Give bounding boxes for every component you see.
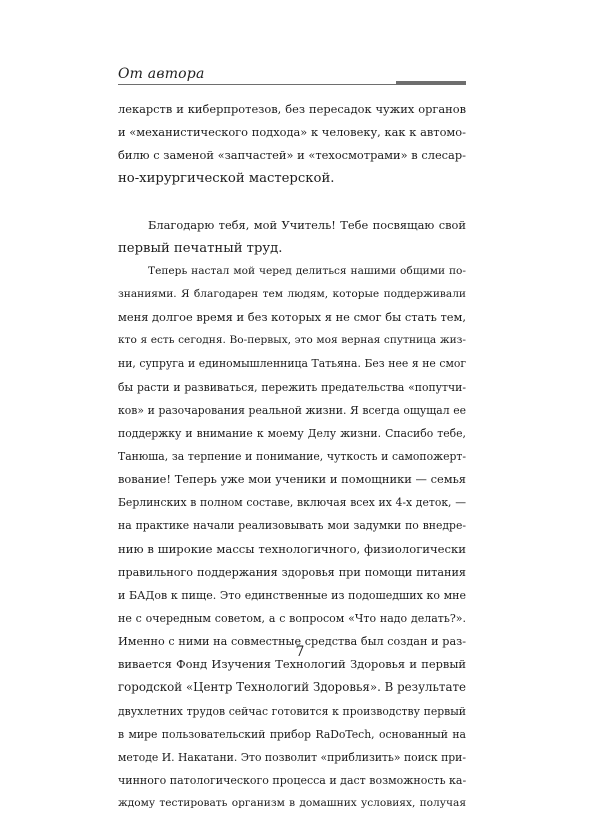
header-accent-bar <box>396 81 466 85</box>
text-line: в мире пользовательский прибор RaDoTech, основанный на <box>118 727 466 741</box>
text-line: на практике начали реализовывать мои задумки по внедре- <box>118 519 466 533</box>
text-line: чинного патологического процесса и даст возможность ка- <box>118 773 467 787</box>
text-line: ни, супруга и единомышленница Татьяна. Без нее я не смог <box>118 357 466 371</box>
text-line: и «механистического подхода» к человеку, как к автомо- <box>118 125 466 140</box>
body-text <box>118 98 466 815</box>
text-line: и БАДов к пище. Это единственные из подошедших ко мне <box>118 588 466 602</box>
text-line: Берлинских в полном составе, включая всех их 4-х деток, — <box>118 496 466 510</box>
text-line: методе И. Накатани. Это позволит «приблизить» поиск при- <box>118 750 467 764</box>
text-line: меня долгое время и без которых я не смог бы стать тем, <box>118 310 466 325</box>
text-line: вивается Фонд Изучения Технологий Здоровья и первый <box>118 657 466 672</box>
text-line: Именно с ними на совместные средства был создан и раз- <box>118 635 466 649</box>
text-line: но-хирургической мастерской. <box>118 171 335 187</box>
page-number: 7 <box>295 644 305 660</box>
text-line: лекарств и киберпротезов, без пересадок чужих органов <box>118 102 466 116</box>
text-line: билю с заменой «запчастей» и «техосмотрами» в слесар- <box>118 148 466 163</box>
text-line: кто я есть сегодня. Во-первых, это моя верная спутница жиз- <box>118 334 466 347</box>
text-line: вование! Теперь уже мои ученики и помощники — семья <box>118 472 466 487</box>
running-header-title: От автора <box>118 66 205 82</box>
text-line: нию в широкие массы технологичного, физиологически <box>118 541 466 556</box>
text-line: знаниями. Я благодарен тем людям, которые поддерживали <box>118 287 466 300</box>
text-line: правильного поддержания здоровья при помощи питания <box>118 565 466 579</box>
text-line: ков» и разочарования реальной жизни. Я всегда ощущал ее <box>118 403 466 417</box>
text-line: не с очередным советом, а с вопросом «Что надо делать?». <box>118 611 466 625</box>
text-line: поддержку и внимание к моему Делу жизни. Спасибо тебе, <box>118 426 466 440</box>
text-line: городской «Центр Технологий Здоровья». В результате <box>118 680 466 695</box>
text-line: ждому тестировать организм в домашних условиях, получая <box>118 797 466 810</box>
text-line: бы расти и развиваться, пережить предательства «попутчи- <box>118 380 466 394</box>
text-line: Танюша, за терпение и понимание, чуткость и самопожерт- <box>118 449 466 463</box>
paragraph-gap <box>118 191 466 214</box>
running-header <box>118 66 466 90</box>
text-line: двухлетних трудов сейчас готовится к производству первый <box>118 704 466 718</box>
text-line: первый печатный труд. <box>118 240 283 256</box>
text-line: Теперь настал мой черед делиться нашими общими по- <box>148 264 466 277</box>
text-line: Благодарю тебя, мой Учитель! Тебе посвящаю свой <box>148 217 466 232</box>
